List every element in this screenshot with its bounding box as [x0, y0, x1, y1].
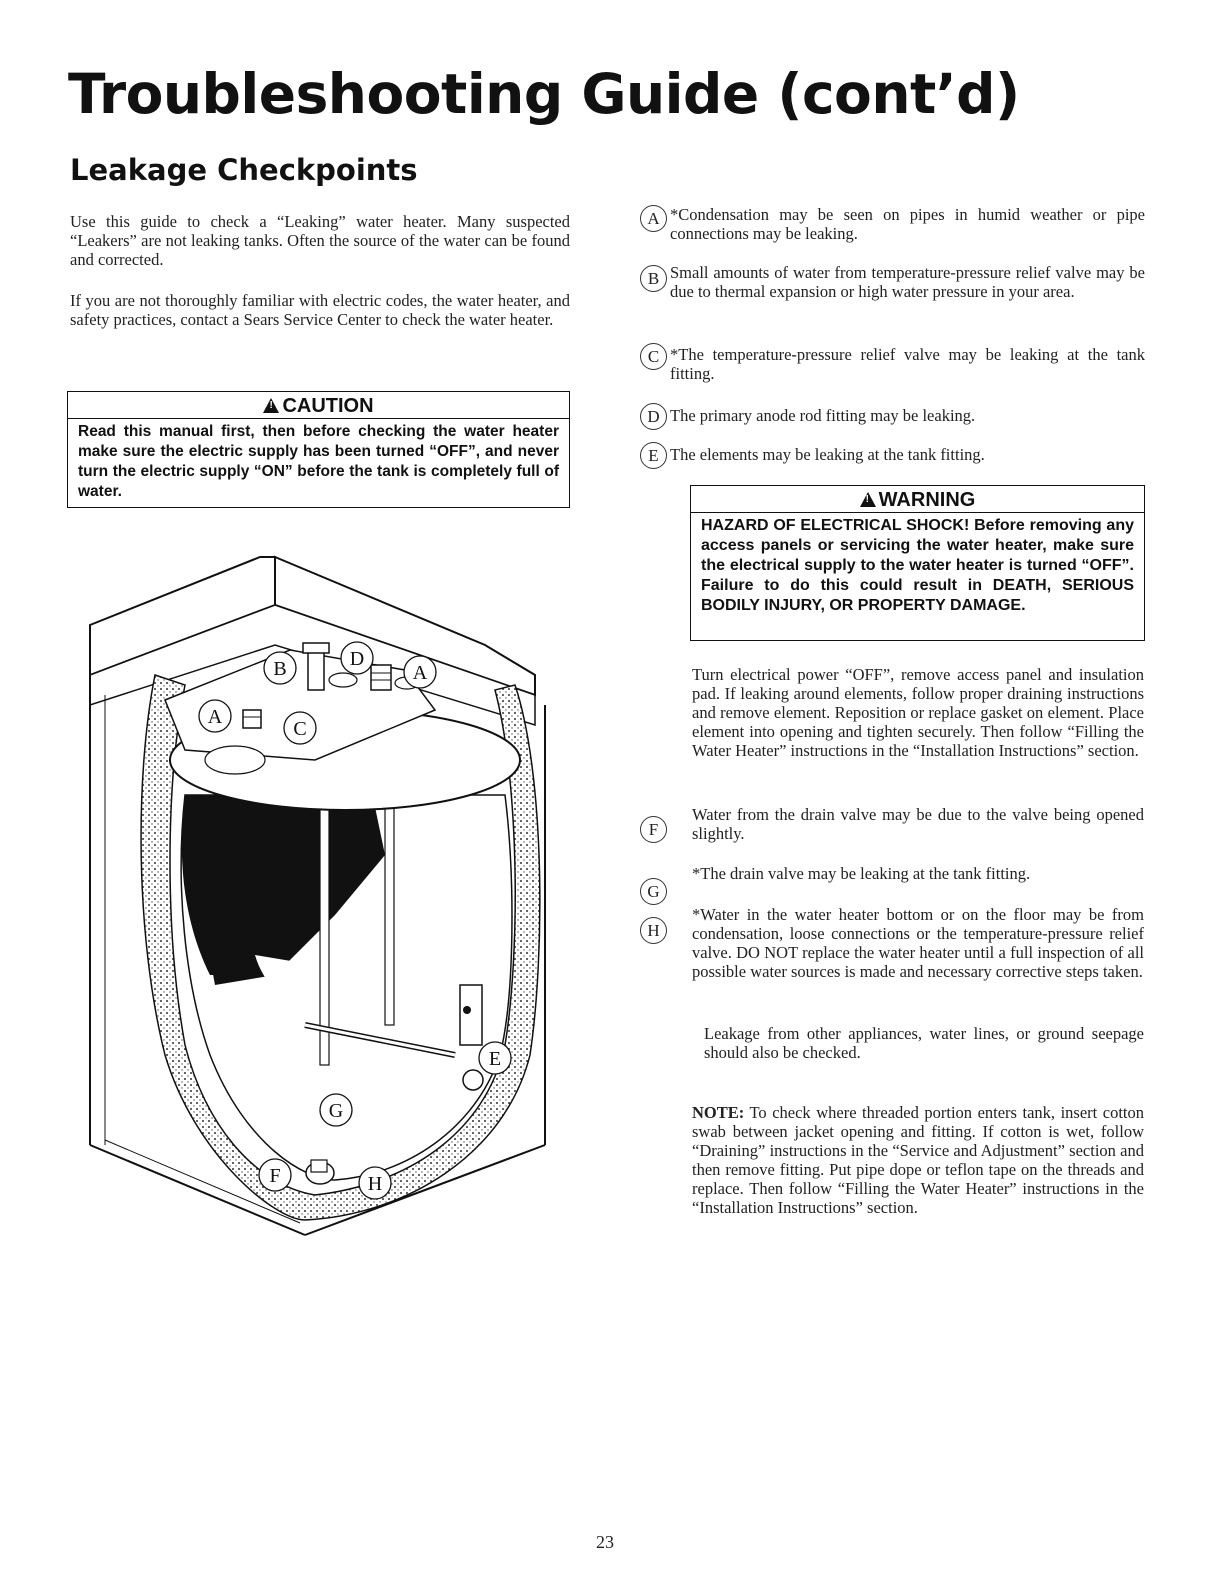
warning-label: WARNING — [878, 489, 976, 511]
note-paragraph — [692, 1103, 1144, 1217]
checkpoint-text-c: *The temperature-pressure relief valve may be leaking at the tank fitting. — [670, 345, 1145, 383]
checkpoint-letter-a: A — [640, 205, 667, 232]
checkpoint-text-g: *The drain valve may be leaking at the tank fitting. — [692, 864, 1031, 883]
checkpoint-d — [640, 406, 1145, 430]
warning-triangle-icon: ! — [263, 398, 279, 413]
note-label: NOTE: — [692, 1103, 745, 1122]
callout-h-bottom: H — [367, 1173, 383, 1195]
water-heater-diagram — [75, 555, 575, 1250]
section-title: Leakage Checkpoints — [70, 153, 418, 187]
checkpoint-letter-f: F — [640, 816, 667, 843]
callout-b-top: B — [273, 658, 287, 680]
callout-e-side: E — [488, 1048, 502, 1070]
checkpoint-e — [640, 445, 1145, 469]
callout-a-left: A — [207, 706, 223, 728]
caution-box — [67, 391, 570, 508]
checkpoint-letter-c: C — [640, 343, 667, 370]
caution-text: Read this manual first, then before checking the water heater make sure the electric supply has been turned “OFF”, and never turn the electric supply “ON” before the tank is completely full of water. — [78, 423, 559, 500]
callout-g-bottom: G — [328, 1100, 344, 1122]
intro-paragraph-1: Use this guide to check a “Leaking” water heater. Many suspected “Leakers” are not leaking tanks. Often the source of the water can be found and corrected. — [70, 212, 570, 269]
checkpoint-text-b: Small amounts of water from temperature-pressure relief valve may be due to thermal expansion or high water pressure in your area. — [670, 263, 1145, 301]
warning-box — [690, 485, 1145, 641]
checkpoint-text-f: Water from the drain valve may be due to the valve being opened slightly. — [692, 805, 1144, 843]
warning-text: HAZARD OF ELECTRICAL SHOCK! Before removing any access panels or servicing the water heater, make sure the electrical supply to the water heater is turned “OFF”. Failure to do this could result in DEATH, SERIOUS BODILY INJURY, OR PROPERTY DAMAGE. — [701, 517, 1134, 614]
callout-f-bottom: F — [269, 1165, 281, 1187]
leakage-other-note: Leakage from other appliances, water lines, or ground seepage should also be checked. — [704, 1024, 1144, 1062]
warning-triangle-icon: ! — [860, 492, 876, 507]
callout-c-top: C — [293, 718, 307, 740]
checkpoint-text-a: *Condensation may be seen on pipes in humid weather or pipe connections may be leaking. — [670, 205, 1145, 243]
checkpoint-letter-b: B — [640, 265, 667, 292]
page-title: Troubleshooting Guide (cont’d) — [68, 62, 1020, 126]
checkpoint-c — [640, 345, 1145, 387]
checkpoint-a — [640, 205, 1145, 247]
checkpoint-letter-g: G — [640, 878, 667, 905]
note-text: To check where threaded portion enters tank, insert cotton swab between jacket opening and fitting. If cotton is wet, follow “Draining” instructions in the “Service and Adjustment” section and then remove fitting. Put pipe dope or teflon tape on the threads and replace. Then follow “Filling the Water Heater” instructions in the “Installation Instructions” section. — [692, 1103, 1144, 1217]
intro-paragraph-2: If you are not thoroughly familiar with electric codes, the water heater, and safety practices, contact a Sears Service Center to check the water heater. — [70, 291, 570, 329]
checkpoint-letter-e: E — [640, 442, 667, 469]
callout-d-top: D — [349, 648, 365, 670]
checkpoint-text-d: The primary anode rod fitting may be leaking. — [670, 406, 976, 425]
checkpoint-text-e: The elements may be leaking at the tank fitting. — [670, 445, 985, 464]
page-number: 23 — [596, 1532, 614, 1552]
warning-header — [691, 486, 1144, 513]
checkpoint-letter-h: H — [640, 917, 667, 944]
checkpoint-letter-d: D — [640, 403, 667, 430]
checkpoint-text-h: *Water in the water heater bottom or on the floor may be from condensation, loose connections or the temperature-pressure relief valve. DO NOT replace the water heater until a full inspection of all possible water sources is made and necessary corrective steps taken. — [692, 905, 1144, 981]
callout-a-top: A — [412, 662, 428, 684]
checkpoint-b — [640, 263, 1145, 325]
element-instructions: Turn electrical power “OFF”, remove access panel and insulation pad. If leaking around elements, follow proper draining instructions and remove element. Reposition or replace gasket on element. Place element into opening and tighten securely. Then follow “Filling the Water Heater” instructions in the “Installation Instructions” section. — [692, 665, 1144, 760]
caution-header — [68, 392, 569, 419]
caution-label: CAUTION — [282, 395, 374, 417]
